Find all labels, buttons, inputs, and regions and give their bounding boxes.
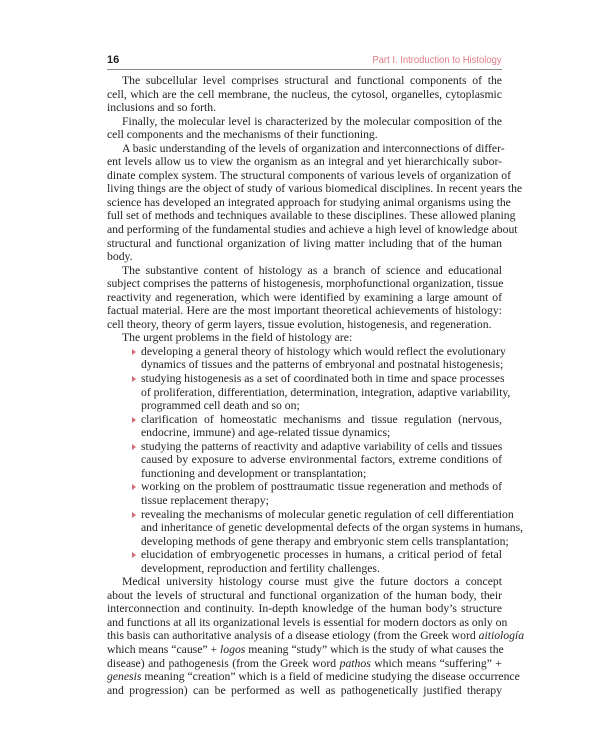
text-line: studying the patterns of reactivity and adaptive variability of cells and tissues (107, 440, 502, 454)
text-line: about the levels of structural and functional organization of the human body, their (107, 588, 502, 602)
page-number: 16 (107, 54, 120, 66)
text-line: and inheritance of genetic developmental defects of the organ systems in humans, (141, 521, 524, 535)
text-line: clarification of homeostatic mechanisms and tissue regulation (nervous, (107, 413, 502, 427)
text-line: cell components and the mechanisms of their functioning. (107, 128, 378, 142)
text-line: dinate complex system. The structural components of various levels of organization of (107, 168, 511, 182)
bullet-arrow-icon (132, 349, 136, 355)
paragraph (107, 141, 523, 264)
text-line: caused by exposure to adverse environmental factors, extreme conditions of (141, 453, 502, 467)
bullet-arrow-icon (132, 417, 136, 423)
text-line: A basic understanding of the levels of organization and interconnections of differ- (122, 141, 505, 155)
text-line: elucidation of embryogenetic processes in humans, a critical period of fetal (107, 548, 502, 562)
text-line: interconnection and continuity. In-depth knowledge of the human body’s structure (107, 602, 502, 616)
page-header (107, 54, 502, 70)
text-line: reactivity and regeneration, which were identified by examining a large amount of (107, 290, 502, 304)
text-line: programmed cell death and so on; (141, 399, 300, 413)
text-line: full set of methods and techniques available to these disciplines. These allowed planing (107, 209, 516, 223)
bullet-item (107, 507, 524, 549)
text-line: studying histogenesis as a set of coordinated both in time and space processes (107, 372, 502, 386)
text-line: body. (107, 250, 133, 264)
text-line: The subcellular level comprises structural and functional components of the (122, 74, 502, 87)
text-line: living things are the object of study of various biomedical disciplines. In recent years the (107, 182, 523, 196)
text-line: structural and functional organization of living matter including that of the human (107, 236, 502, 250)
bullet-item (107, 548, 502, 575)
italic-term: aitiología (478, 629, 525, 643)
text-line: and performing of the fundamental studies and achieve a high level of knowledge about (107, 223, 518, 237)
text-line: The urgent problems in the field of histology are: (122, 331, 353, 345)
text-line: working on the problem of posttraumatic tissue regeneration and methods of (107, 480, 502, 494)
bullet-arrow-icon (132, 552, 136, 558)
text-line: functioning and development or transplantation; (141, 466, 367, 480)
text-line: The substantive content of histology as a branch of science and educational (122, 263, 502, 277)
paragraph (107, 74, 502, 115)
text-line: factual material. Here are the most important theoretical achievements of histology: (107, 304, 502, 318)
paragraph (107, 575, 525, 697)
bullet-item (107, 372, 511, 413)
text-line: subject comprises the patterns of histogenesis, morphofunctional organization, tissue (107, 277, 504, 291)
paragraph (107, 331, 502, 345)
bullet-item (107, 344, 506, 372)
text-line: Finally, the molecular level is characterized by the molecular composition of the (122, 114, 502, 128)
text-line: inclusions and so forth. (107, 101, 217, 115)
bullet-arrow-icon (132, 376, 136, 382)
bullet-arrow-icon (132, 444, 136, 450)
text-line: Medical university histology course must give the future doctors a concept (122, 575, 502, 589)
paragraph (107, 264, 502, 332)
italic-term: logos (220, 642, 246, 656)
text-line: revealing the mechanisms of molecular genetic regulation of cell differentiation (107, 508, 502, 522)
text-line: dynamics of tissues and the patterns of embryonal and postnatal histogenesis; (141, 358, 504, 372)
text-line: cell theory, theory of germ layers, tissue evolution, histogenesis, and regeneration. (107, 317, 492, 331)
text-line: genesis meaning “creation” which is a field of medicine studying the disease occurrence (107, 670, 520, 684)
text-line: endocrine, immune) and age-related tissue dynamics; (141, 426, 391, 440)
text-line: and progression) can be performed as well as pathogenetically justified therapy (107, 683, 502, 697)
bullet-item (107, 440, 502, 481)
body-text (107, 74, 525, 697)
text-line: developing methods of gene therapy and embryonic stem cells transplantation; (141, 534, 509, 548)
text-line: of proliferation, differentiation, determination, integration, adaptive variability, (141, 385, 511, 399)
bullet-item (107, 413, 502, 440)
running-title: Part I. Introduction to Histology (372, 54, 502, 66)
text-line: cell, which are the cell membrane, the nucleus, the cytosol, organelles, cytoplasmic (107, 87, 502, 101)
paragraph (107, 115, 502, 142)
bullet-item (107, 480, 502, 507)
text-line: science has developed an integrated approach for studying animal organisms using the (107, 195, 511, 209)
bullet-arrow-icon (132, 512, 136, 518)
text-line: developing a general theory of histology which would reflect the evolutionary (107, 345, 502, 359)
text-line: development, reproduction and fertility challenges. (141, 561, 380, 575)
text-line: tissue replacement therapy; (141, 493, 269, 507)
text-line: disease) and pathogenesis (from the Greek word pathos which means “suffering” + (107, 656, 502, 670)
text-line: this basis can authoritative analysis of a disease etiology (from the Greek word aitiología (107, 629, 525, 643)
bullet-arrow-icon (132, 484, 136, 490)
italic-term: pathos (339, 656, 371, 670)
text-line: ent levels allow us to view the organism as an integral and yet hierarchically subor- (107, 155, 502, 169)
text-line: which means “cause” + logos meaning “study” which is the study of what causes the (107, 642, 504, 656)
text-line: and functions at all its organizational levels is essential for modern doctors as only on (107, 615, 508, 629)
italic-term: genesis (107, 670, 142, 684)
